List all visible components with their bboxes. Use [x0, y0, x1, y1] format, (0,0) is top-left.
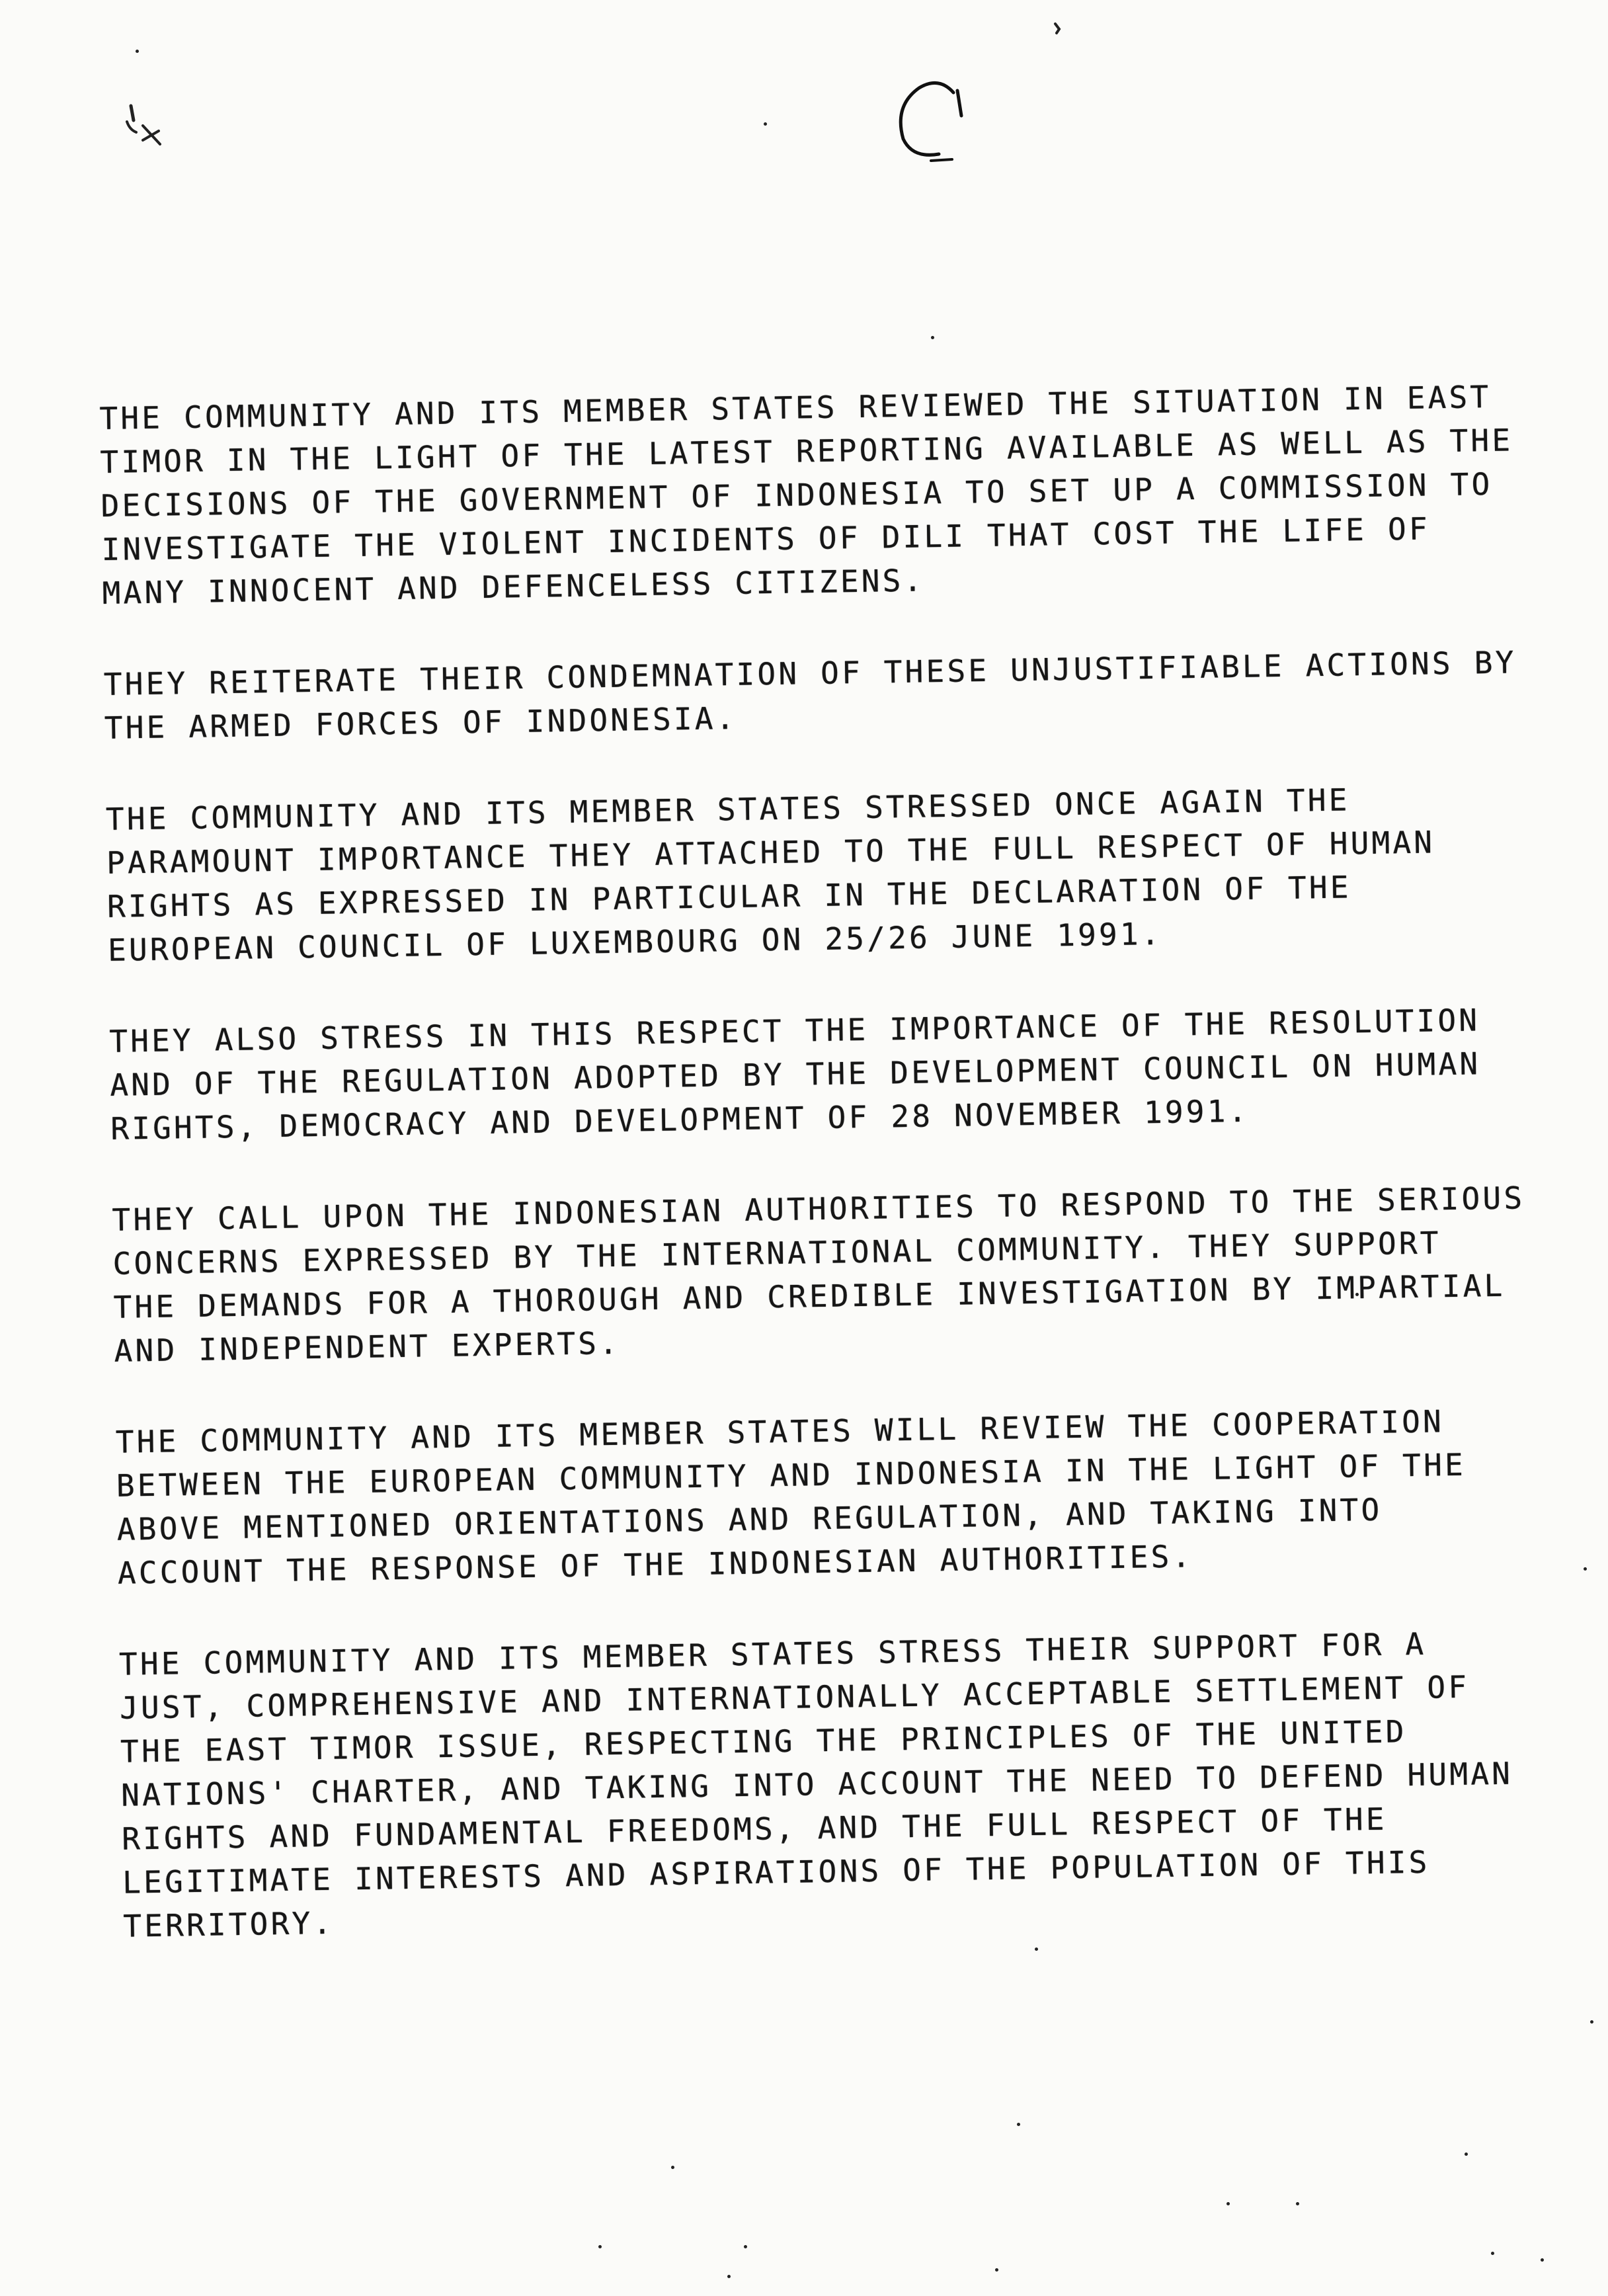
scan-speck	[995, 2268, 998, 2272]
handwritten-mark-icon	[119, 93, 179, 159]
paragraph-review-situation: THE COMMUNITY AND ITS MEMBER STATES REVIEWED THE SITUATION IN EAST TIMOR IN THE LIGHT OF THE LATEST REPORTING AVAILABLE AS WELL AS THE DECISIONS OF THE GOVERNMENT OF INDONESIA TO SET UP A COMMISSION TO INVESTIGATE THE VIOLENT INCIDENTS OF DILI THAT COST THE LIFE OF MANY INNOCENT AND DEFENCELESS CITIZENS.	[99, 378, 1513, 611]
scan-speck	[1226, 2202, 1230, 2205]
scan-speck	[136, 50, 139, 53]
scan-speck	[727, 2275, 731, 2278]
scan-speck	[598, 2245, 602, 2248]
scan-speck	[1541, 2258, 1544, 2262]
scan-speck	[764, 122, 767, 126]
scan-speck	[1590, 2020, 1593, 2024]
paragraph-human-rights: THE COMMUNITY AND ITS MEMBER STATES STRESSED ONCE AGAIN THE PARAMOUNT IMPORTANCE THEY ATTACHED TO THE FULL RESPECT OF HUMAN RIGHTS AS EXPRESSED IN PARTICULAR IN THE DECLARATION OF THE EUROPEAN COUNCIL OF LUXEMBOURG ON 25/26 JUNE 1991.	[105, 782, 1435, 968]
handwritten-tick-icon	[1051, 20, 1065, 40]
scan-speck	[1017, 2123, 1020, 2126]
scan-speck	[671, 2166, 674, 2169]
paragraph-condemnation: THEY REITERATE THEIR CONDEMNATION OF THESE UNJUSTIFIABLE ACTIONS BY THE ARMED FORCES OF INDONESIA.	[103, 644, 1517, 746]
paragraph-call-upon-authorities: THEY CALL UPON THE INDONESIAN AUTHORITIES TO RESPOND TO THE SERIOUS CONCERNS EXPRESSED BY THE INTERNATIONAL COMMUNITY. THEY SUPPORT THE DEMANDS FOR A THOROUGH AND CREDIBLE INVESTIGATION BY IMPARTIAL AND INDEPENDENT EXPERTS.	[112, 1180, 1525, 1369]
handwritten-circle-icon	[879, 69, 992, 182]
paragraph-review-cooperation: THE COMMUNITY AND ITS MEMBER STATES WILL REVIEW THE COOPERATION BETWEEN THE EUROPEAN COMMUNITY AND INDONESIA IN THE LIGHT OF THE ABOVE MENTIONED ORIENTATIONS AND REGULATION, AND TAKING INTO ACCOUNT THE RESPONSE OF THE INDONESIAN AUTHORITIES.	[115, 1403, 1467, 1591]
paragraph-resolution: THEY ALSO STRESS IN THIS RESPECT THE IMPORTANCE OF THE RESOLUTION AND OF THE REGULATION ADOPTED BY THE DEVELOPMENT COUNCIL ON HUMAN RIGHTS, DEMOCRACY AND DEVELOPMENT OF 28 NOVEMBER 1991.	[108, 1002, 1481, 1147]
scan-speck	[1465, 2152, 1468, 2156]
scan-speck	[931, 336, 934, 339]
paragraph-settlement: THE COMMUNITY AND ITS MEMBER STATES STRESS THEIR SUPPORT FOR A JUST, COMPREHENSIVE AND INTERNATIONALLY ACCEPTABLE SETTLEMENT OF THE EAST TIMOR ISSUE, RESPECTING THE PRINCIPLES OF THE UNITED NATIONS' CHARTER, AND TAKING INTO ACCOUNT THE NEED TO DEFEND HUMAN RIGHTS AND FUNDAMENTAL FREEDOMS, AND THE FULL RESPECT OF THE LEGITIMATE INTERESTS AND ASPIRATIONS OF THE POPULATION OF THIS TERRITORY.	[118, 1625, 1513, 1944]
scan-speck	[1296, 2202, 1299, 2205]
scan-speck	[1491, 2252, 1494, 2255]
document-body	[99, 374, 1599, 1996]
scan-speck	[744, 2245, 747, 2248]
